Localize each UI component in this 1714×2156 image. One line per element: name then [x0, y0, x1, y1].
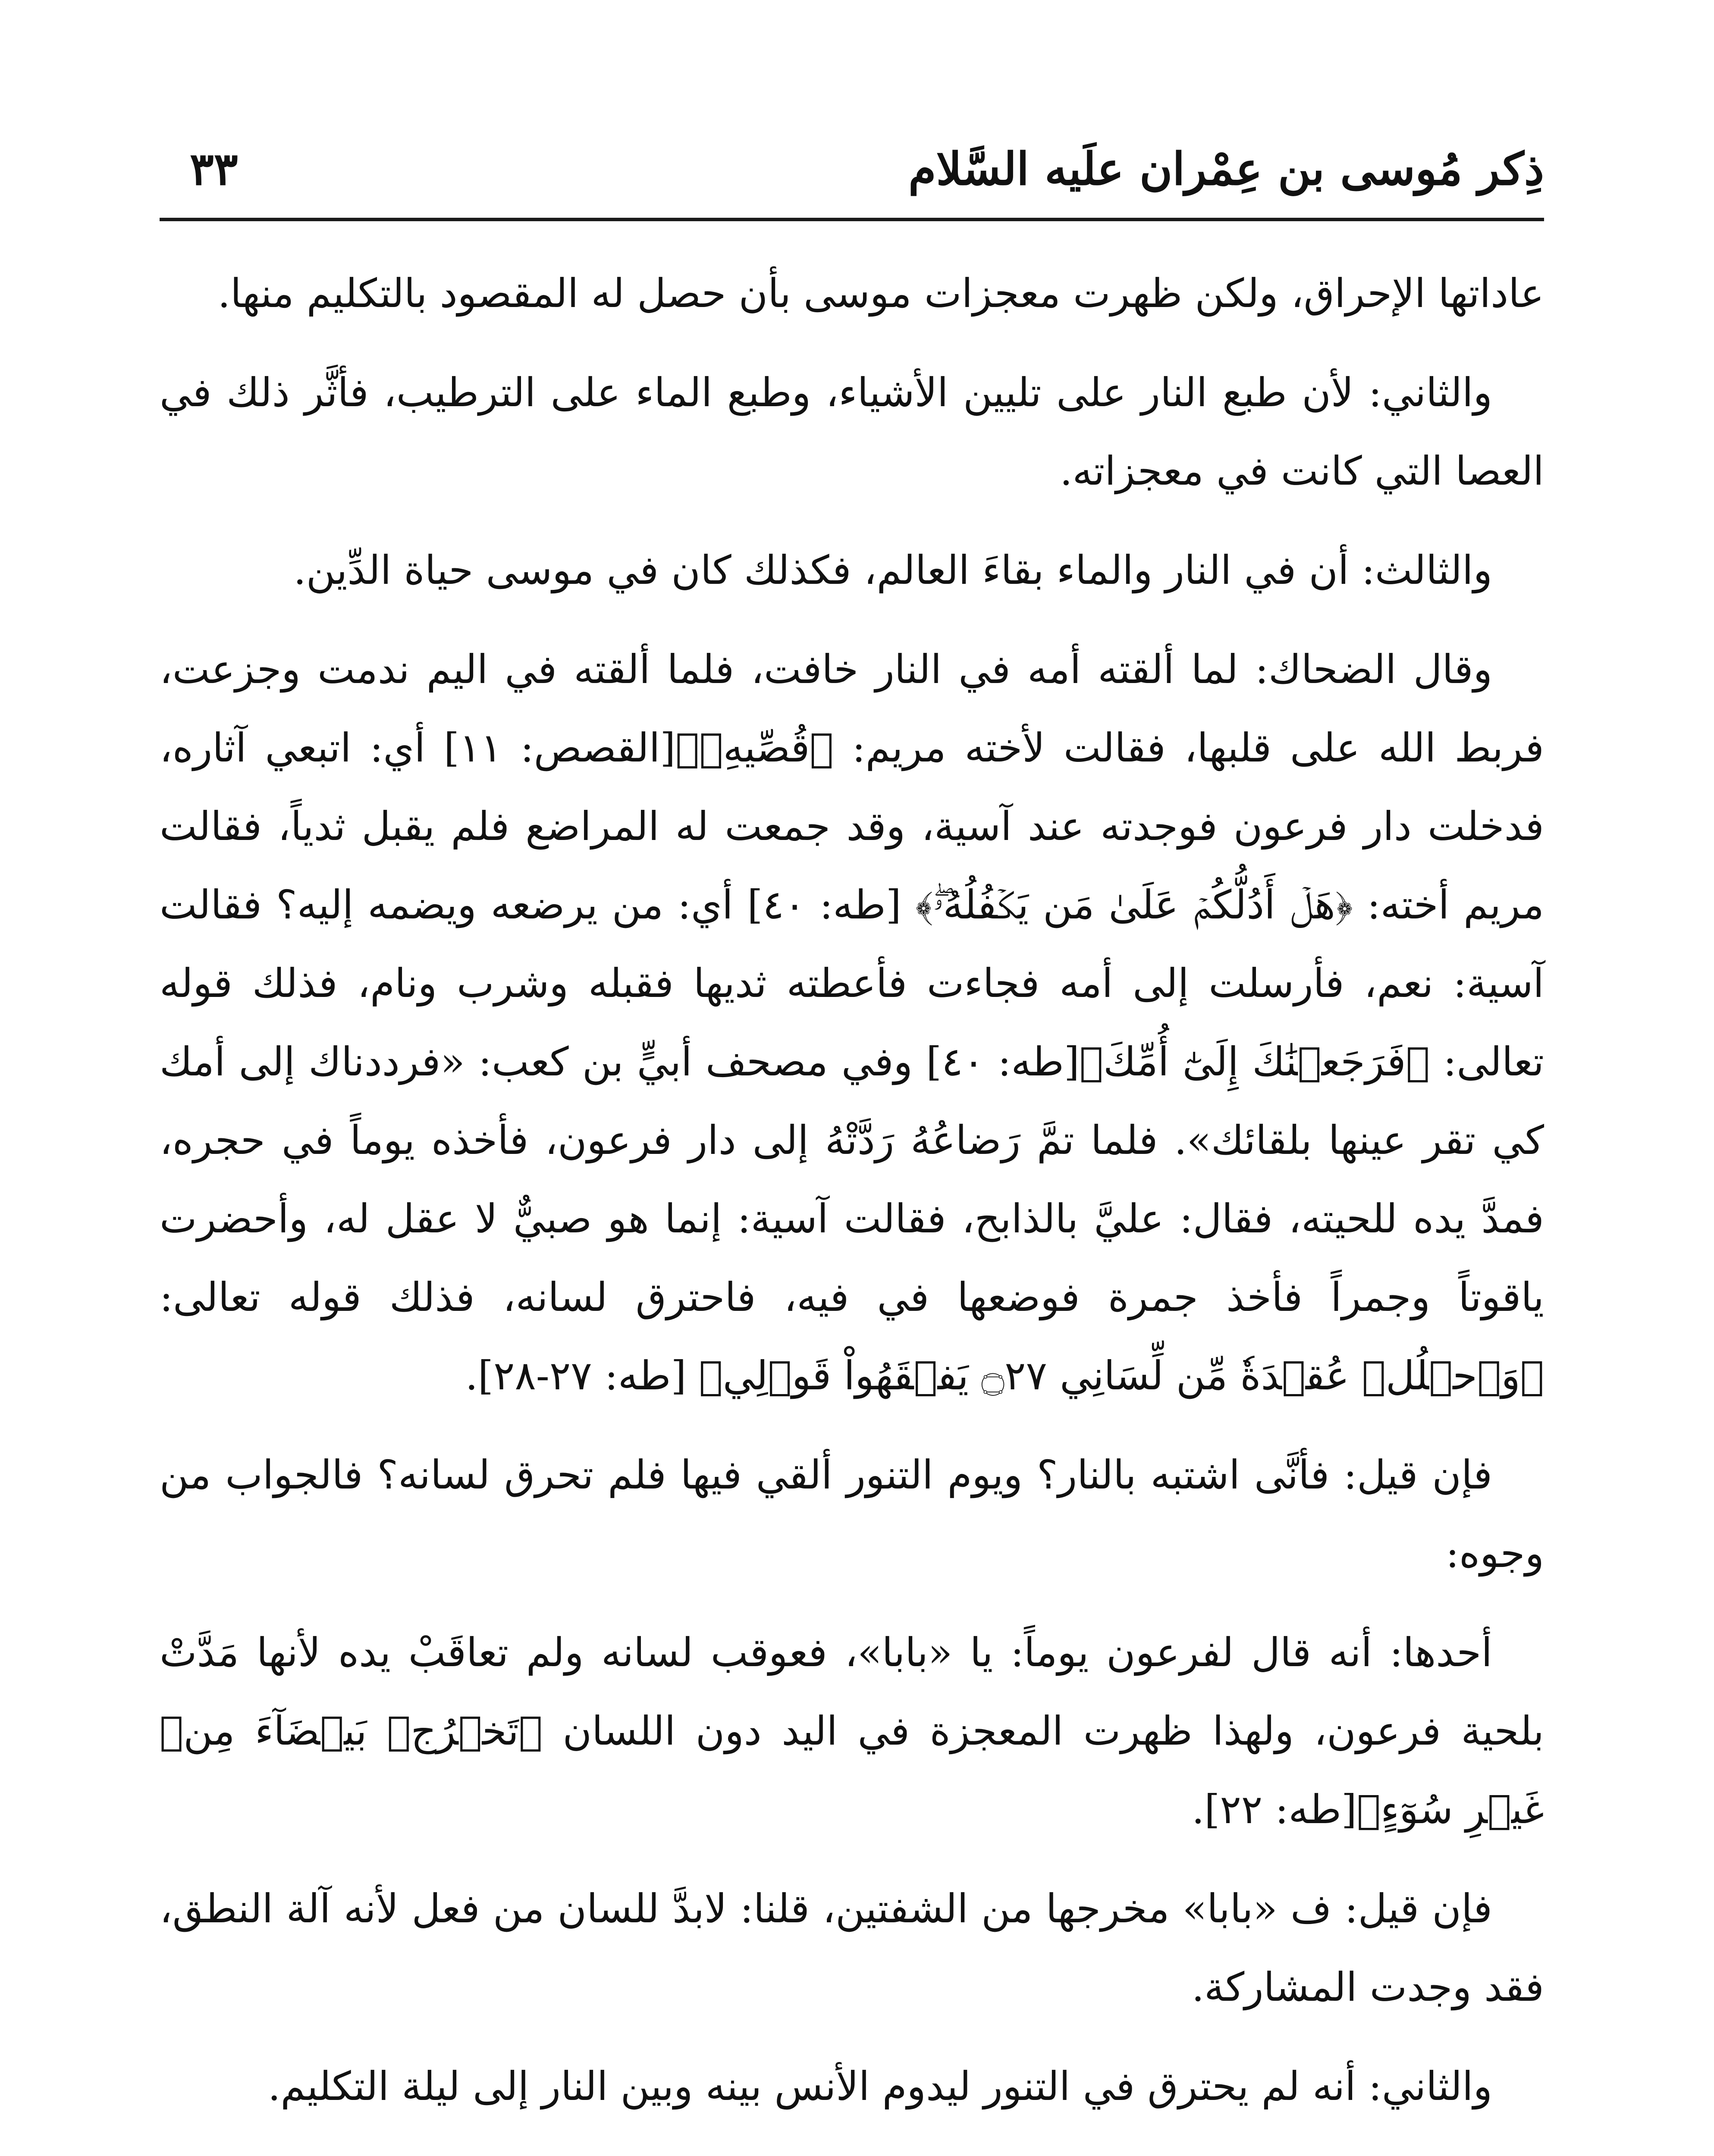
paragraph-5: [160, 1436, 1544, 1593]
quran-verse: ﴿فَرَجَعۡنَٰكَ إِلَىٰٓ أُمِّكَ﴾: [1079, 1039, 1430, 1085]
text-span: أحدها: أنه قال لفرعون يوماً: يا «بابا»، فعوقب لسانه ولم تعاقَبْ يده لأنها مَدَّتْ بلحية فرعون، ولهذا ظهرت المعجزة في اليد دون اللسان: [160, 1630, 1544, 1754]
paragraph-3: [160, 531, 1544, 610]
text-span: [طه: ٢٢].: [1192, 1786, 1357, 1833]
header-rule: [160, 218, 1544, 221]
text-span: والثالث: أن في النار والماء بقاءَ العالم، فكذلك كان في موسى حياة الدِّين.: [293, 547, 1492, 593]
quran-verse: ﴿تَخۡرُجۡ بَيۡضَآءَ مِنۡ غَيۡرِ سُوٓءٍ﴾: [160, 1708, 1544, 1833]
text-span: وقال الضحاك: لما ألقته أمه في النار خافت، فلما ألقته في اليم ندمت وجزعت، فربط الله على قلبها، فقالت لأخته مريم:: [160, 646, 1544, 771]
text-span: والثاني: أنه لم يحترق في التنور ليدوم الأنس بينه وبين النار إلى ليلة التكليم.: [268, 2063, 1492, 2109]
text-span: [طه: ٢٧-٢٨].: [465, 1353, 699, 1399]
paragraph-9: [160, 2147, 1544, 2156]
paragraph-4: [160, 630, 1544, 1415]
quran-verse: ﴿قُصِّيهِۖ﴾: [675, 725, 834, 771]
quran-verse: ﴿وَٱحۡلُلۡ عُقۡدَةٗ مِّن لِّسَانِي ۝٢٧ يَفۡقَهُواْ قَوۡلِي﴾: [699, 1353, 1544, 1399]
text-span: والثاني: لأن طبع النار على تليين الأشياء، وطبع الماء على الترطيب، فأثَّر ذلك في العصا التي كانت في معجزاته.: [160, 370, 1544, 494]
page-header: [160, 125, 1544, 207]
paragraph-6: [160, 1614, 1544, 1849]
text-span: فإن قيل: ف «بابا» مخرجها من الشفتين، قلنا: لابدَّ للسان من فعل لأنه آلة النطق، فقد وجدت المشاركة.: [160, 1886, 1544, 2010]
paragraph-7: [160, 1870, 1544, 2027]
text-span: فإن قيل: فأنَّى اشتبه بالنار؟ ويوم التنور ألقي فيها فلم تحرق لسانه؟ فالجواب من وجوه:: [160, 1452, 1544, 1576]
text-span: [القصص: ١١] أي: اتبعي آثاره، فدخلت دار فرعون فوجدته عند آسية، وقد جمعت له المراضع فلم يقبل ثدياً، فقالت مريم أخته:: [160, 725, 1544, 928]
text-span: عاداتها الإحراق، ولكن ظهرت معجزات موسى بأن حصل له المقصود بالتكليم منها.: [217, 270, 1544, 317]
paragraph-2: [160, 354, 1544, 511]
text-span: [طه: ٤٠] أي: من يرضعه ويضمه إليه؟ فقالت آسية: نعم، فأرسلت إلى أمه فجاءت فأعطته ثديها فقبله وشرب ونام، فذلك قوله تعالى:: [160, 882, 1544, 1085]
body-text: [160, 254, 1544, 2156]
text-span: [طه: ٤٠] وفي مصحف أبيٍّ بن كعب: «فرددناك إلى أمك كي تقر عينها بلقائك». فلما تمَّ رَضاعُهُ رَدَّتْهُ إلى دار فرعون، فأخذه يوماً في حجره، فمدَّ يده للحيته، فقال: عليَّ بالذابح، فقالت آسية: إنما هو صبيٌّ لا عقل له، وأحضرت ياقوتاً وجمراً فأخذ جمرة فوضعها في فيه، فاحترق لسانه، فذلك قوله تعالى:: [160, 1039, 1544, 1320]
paragraph-8: [160, 2047, 1544, 2126]
page-number: ٣٣: [190, 142, 238, 195]
quran-verse: ﴿هَلۡ أَدُلُّكُمۡ عَلَىٰ مَن يَكۡفُلُهُۥۖ﴾: [915, 882, 1353, 928]
running-title: ذِكر مُوسى بن عِمْران علَيه السَّلام: [908, 142, 1544, 195]
paragraph-1: [160, 254, 1544, 333]
